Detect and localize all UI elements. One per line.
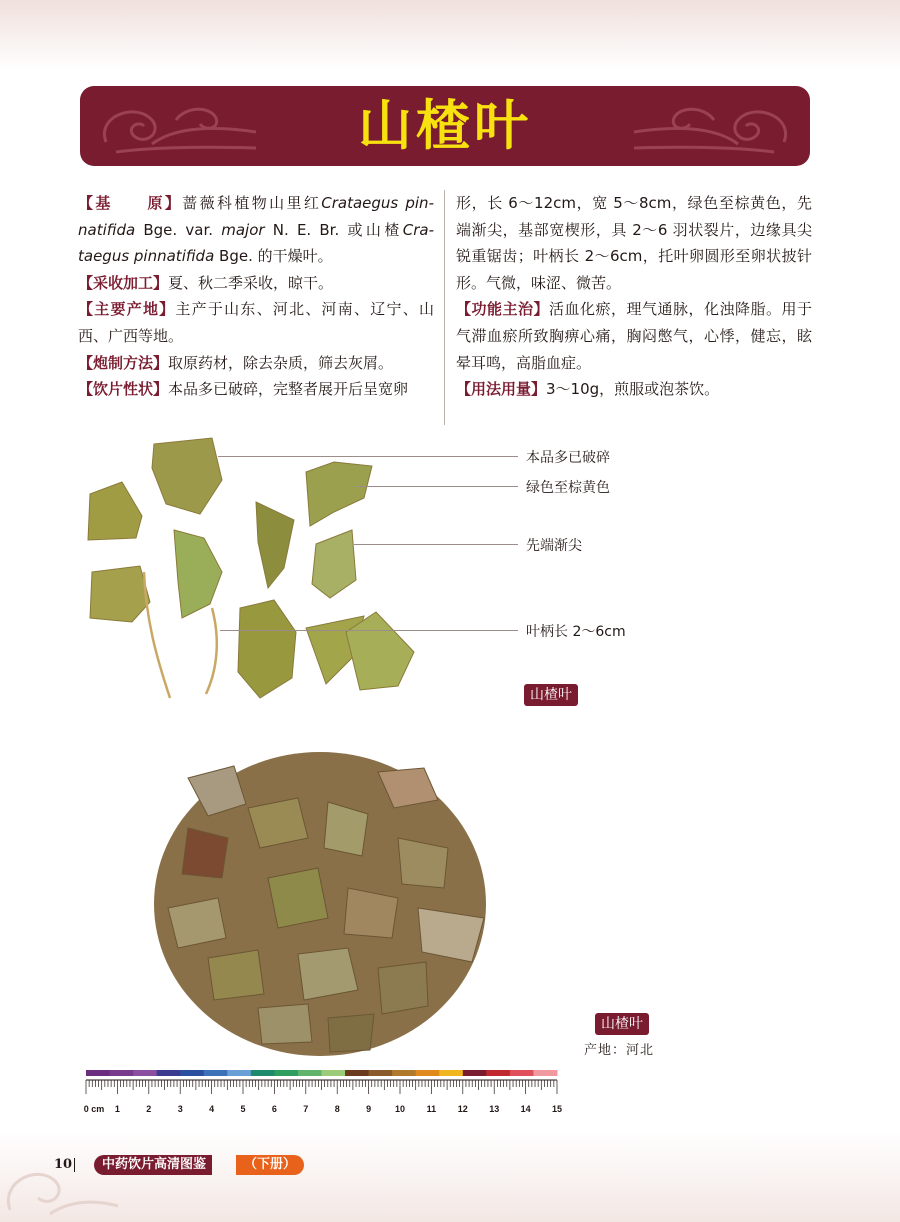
- callout-label-apex: 先端渐尖: [526, 538, 582, 554]
- callout-line-apex: [354, 544, 518, 545]
- producing-area-section: [78, 296, 434, 349]
- ruler-color-strip: [157, 1070, 181, 1076]
- herb-pile-photo: [148, 738, 492, 1064]
- ruler-color-strip: [133, 1070, 157, 1076]
- book-title: 中药饮片高清图鉴: [94, 1155, 212, 1175]
- ruler-tick-label: 8: [334, 1104, 340, 1114]
- ruler-tick-label: 5: [240, 1104, 246, 1114]
- origin-section: [78, 190, 434, 270]
- harvest-section: [78, 270, 434, 297]
- ruler-color-strip: [180, 1070, 204, 1076]
- functions-label: 【功能主治】: [456, 300, 549, 319]
- ruler-color-strip: [110, 1070, 134, 1076]
- producing-area-label: 【主要产地】: [78, 300, 176, 319]
- usage-text: 3～10g，煎服或泡茶饮。: [546, 380, 720, 399]
- callout-line-broken: [218, 456, 518, 457]
- processing-section: [78, 350, 434, 377]
- origin-label: 【基 原】: [78, 194, 183, 212]
- ruler-color-strip: [392, 1070, 416, 1076]
- ruler-color-strip: [416, 1070, 440, 1076]
- ruler-color-strip: [463, 1070, 487, 1076]
- usage-label: 【用法用量】: [456, 380, 547, 399]
- ruler-color-strip: [204, 1070, 228, 1076]
- title-banner: [80, 86, 810, 166]
- callout-label-petiole: 叶柄长 2～6cm: [526, 624, 626, 640]
- bottom-gradient: [0, 1130, 900, 1222]
- characters-label: 【饮片性状】: [78, 380, 169, 399]
- ruler-color-strip: [86, 1070, 110, 1076]
- figure1-caption-tag: 山楂叶: [524, 684, 578, 706]
- ruler-tick-label: 13: [489, 1104, 500, 1114]
- ruler-tick-label: 11: [426, 1104, 437, 1114]
- top-gradient: [0, 0, 900, 70]
- page-number: 10: [54, 1157, 73, 1172]
- ruler-tick-label: 1: [114, 1104, 120, 1114]
- text-column-left: [78, 190, 434, 403]
- functions-text: 活血化瘀，理气通脉，化浊降脂。用于气滞血瘀所致胸痹心痛，胸闷憋气，心悸，健忘，眩晕耳鸣，高脂血症。: [456, 300, 812, 372]
- origin-text: N. E. Br. 或山楂: [264, 220, 403, 239]
- ruler-tick-label: 14: [520, 1104, 531, 1114]
- functions-section: [456, 296, 812, 376]
- origin-latin-name: major: [221, 220, 265, 239]
- usage-section: [456, 376, 812, 403]
- processing-text: 取原药材，除去杂质，筛去灰屑。: [168, 353, 394, 372]
- callout-line-color: [356, 486, 518, 487]
- ruler-tick-label: 12: [457, 1104, 468, 1114]
- harvest-label: 【采收加工】: [78, 273, 169, 292]
- ruler-color-strip: [322, 1070, 346, 1076]
- ruler-color-strip: [369, 1070, 393, 1076]
- origin-text: Bge. var.: [135, 220, 222, 239]
- callout-label-color: 绿色至棕黄色: [526, 480, 610, 496]
- ruler-color-strip: [298, 1070, 322, 1076]
- ruler-unit-label: 0 cm: [83, 1104, 105, 1114]
- ruler-color-strip: [251, 1070, 275, 1076]
- ruler-tick-label: 2: [146, 1104, 152, 1114]
- footer-divider: [74, 1158, 75, 1172]
- harvest-text: 夏、秋二季采收，晾干。: [168, 273, 334, 292]
- ruler-color-strip: [533, 1070, 557, 1076]
- processing-label: 【炮制方法】: [78, 353, 169, 372]
- ruler-color-strip: [345, 1070, 369, 1076]
- origin-text: 蔷薇科植物山里红: [182, 194, 322, 212]
- scale-ruler: [82, 1070, 563, 1118]
- ruler-color-strip: [227, 1070, 251, 1076]
- origin-text: Bge. 的干燥叶。: [214, 247, 333, 266]
- callout-label-broken: 本品多已破碎: [526, 450, 610, 466]
- ruler-color-strip: [439, 1070, 463, 1076]
- ruler-tick-label: 10: [394, 1104, 406, 1114]
- origin-latin-name: Cra-taegus pinnatifida: [78, 220, 435, 266]
- page-title: 山楂叶: [358, 94, 532, 157]
- ruler-tick-label: 6: [271, 1104, 277, 1114]
- figure2-caption-tag: 山楂叶: [595, 1013, 649, 1035]
- ruler-tick-label: 3: [177, 1104, 183, 1114]
- ruler-color-strip: [274, 1070, 298, 1076]
- ruler-tick-label: 9: [366, 1104, 372, 1114]
- producing-area-text: 主产于山东、河北、河南、辽宁、山西、广西等地。: [78, 300, 434, 345]
- characters-text: 本品多已破碎，完整者展开后呈宽卵: [168, 380, 409, 399]
- text-column-right: [456, 190, 812, 403]
- ruler-color-strip: [510, 1070, 534, 1076]
- characters-continued: 形，长 6～12cm，宽 5～8cm，绿色至棕黄色，先端渐尖，基部宽楔形，具 2～6 羽状裂片，边缘具尖锐重锯齿；叶柄长 2～6cm，托叶卵圆形至卵状披针形。气微，味涩、微苦。: [456, 194, 812, 292]
- ruler-tick-label: 4: [209, 1104, 215, 1114]
- ruler-color-strip: [486, 1070, 510, 1076]
- producing-area-caption: 产地：河北: [584, 1043, 655, 1058]
- leaf-specimens-photo: [80, 432, 430, 704]
- characters-section: [78, 376, 434, 403]
- volume-label: （下册）: [236, 1155, 304, 1175]
- callout-line-petiole: [220, 630, 518, 631]
- column-divider: [444, 190, 445, 425]
- ruler-tick-label: 15: [551, 1104, 563, 1114]
- ruler-tick-label: 7: [303, 1104, 309, 1114]
- origin-latin-name: Crataegus pin-natifida: [78, 194, 434, 239]
